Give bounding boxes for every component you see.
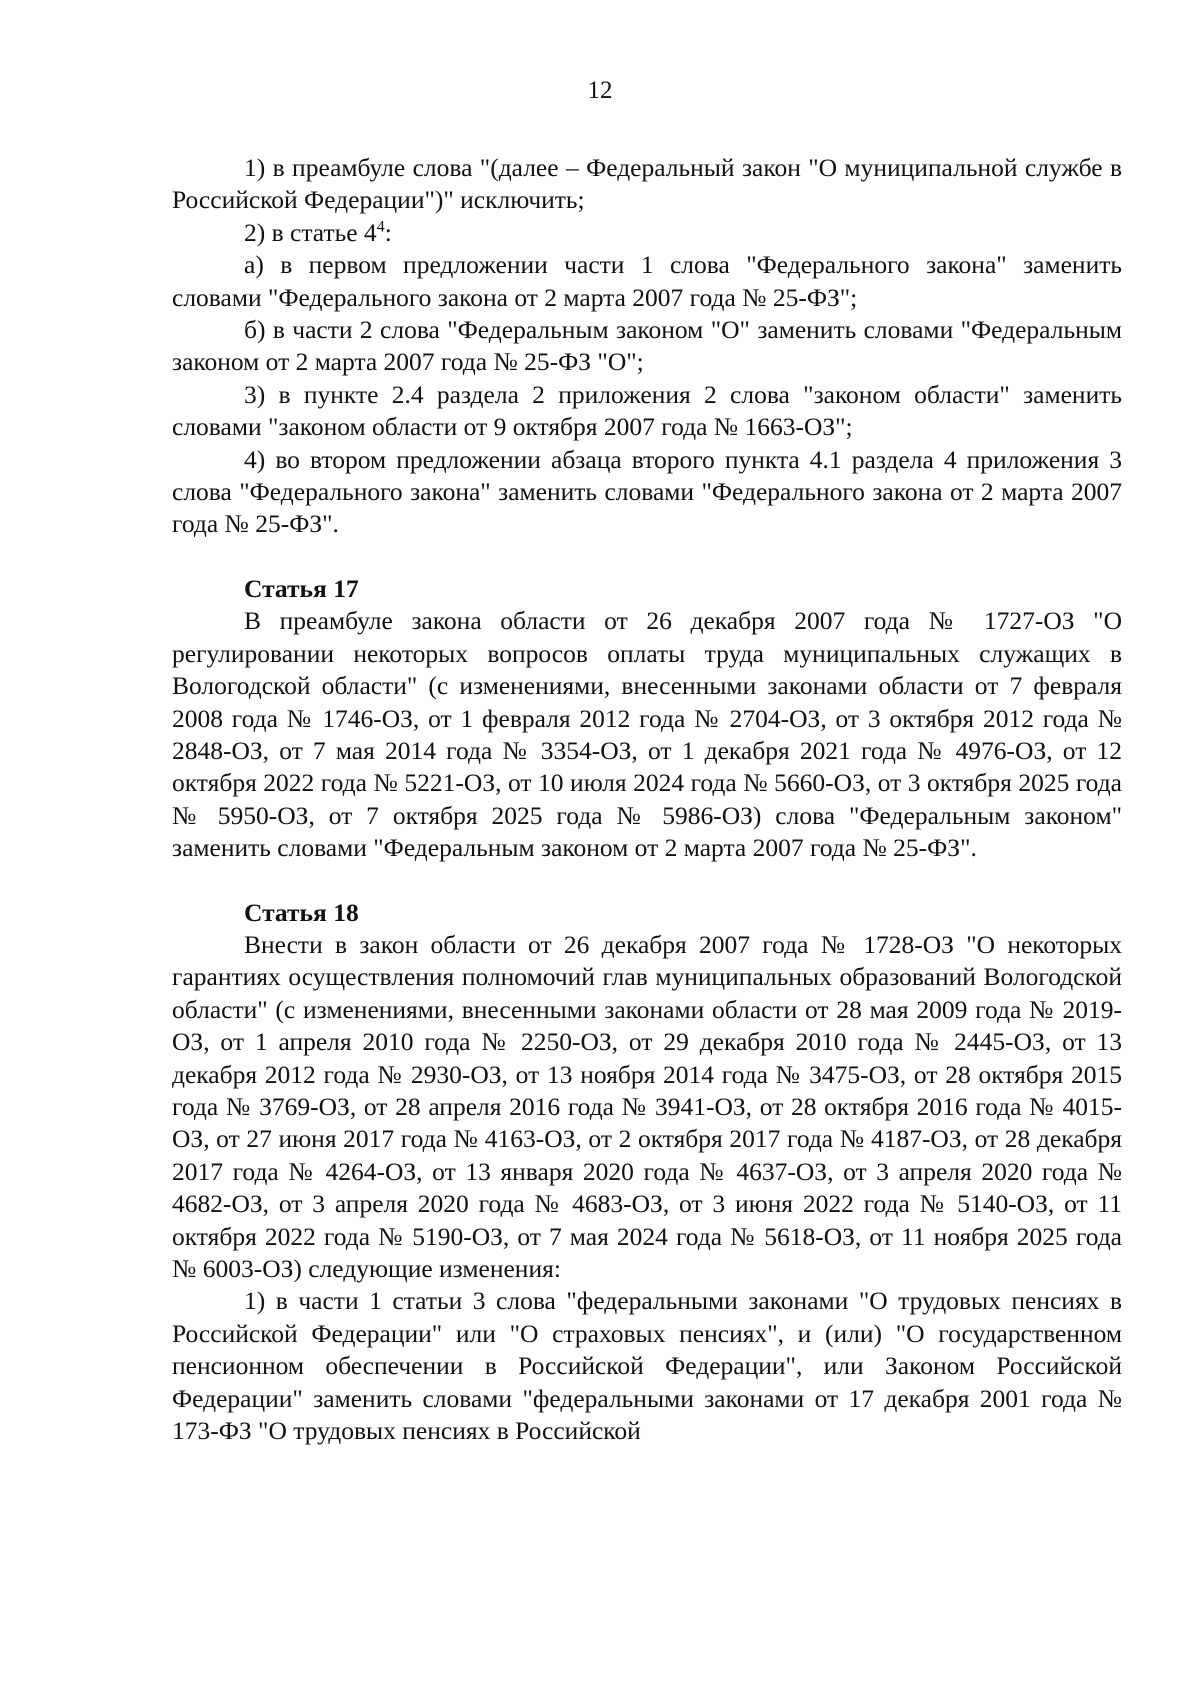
page-number: 12 bbox=[587, 77, 613, 104]
article-17-text: В преамбуле закона области от 26 декабря 2007 года № 1727-ОЗ "О регулировании некоторых вопросов оплаты труда муниципальных служащих в Вологодской области" (с изменениями, внесенными законами области от 7 февраля 2008 года № 1746-ОЗ, от 1 февраля 2012 года № 2704-ОЗ, от 3 октября 2012 года № 2848-ОЗ, от 7 мая 2014 года № 3354-ОЗ, от 1 декабря 2021 года № 4976-ОЗ, от 12 октября 2022 года № 5221-ОЗ, от 10 июля 2024 года № 5660-ОЗ, от 3 октября 2025 года № 5950-ОЗ, от 7 октября 2025 года № 5986-ОЗ) слова "Федеральным законом" заменить словами "Федеральным законом от 2 марта 2007 года № 25-ФЗ". bbox=[172, 606, 1122, 863]
article-17-heading: Статья 17 bbox=[244, 573, 359, 603]
paragraph-subitem-a: а) в первом предложении части 1 слова "Федерального закона" заменить словами "Федерального закона от 2 марта 2007 года № 25-ФЗ"; bbox=[172, 250, 1122, 312]
article-18-heading: Статья 18 bbox=[244, 897, 359, 927]
paragraph-subitem-b: б) в части 2 слова "Федеральным законом "О" заменить словами "Федеральным законом от 2 марта 2007 года № 25-ФЗ "О"; bbox=[172, 315, 1122, 377]
paragraph-item-3: 3) в пункте 2.4 раздела 2 приложения 2 слова "законом области" заменить словами "законом области от 9 октября 2007 года № 1663-ОЗ"; bbox=[172, 379, 1122, 442]
paragraph-article-4-text: 2) в статье 4 bbox=[244, 217, 377, 247]
document-body bbox=[172, 152, 1122, 1447]
superscript-4: 4 bbox=[376, 218, 385, 236]
paragraph-article-4-change bbox=[172, 217, 1122, 249]
article-18-text: Внести в закон области от 26 декабря 2007 года № 1728-ОЗ "О некоторых гарантиях осуществления полномочий глав муниципальных образований Вологодской области" (с изменениями, внесенными законами области от 28 мая 2009 года № 2019-ОЗ, от 1 апреля 2010 года № 2250-ОЗ, от 29 декабря 2010 года № 2445-ОЗ, от 13 декабря 2012 года № 2930-ОЗ, от 13 ноября 2014 года № 3475-ОЗ, от 28 октября 2015 года № 3769-ОЗ, от 28 апреля 2016 года № 3941-ОЗ, от 28 октября 2016 года № 4015-ОЗ, от 27 июня 2017 года № 4163-ОЗ, от 2 октября 2017 года № 4187-ОЗ, от 28 декабря 2017 года № 4264-ОЗ, от 13 января 2020 года № 4637-ОЗ, от 3 апреля 2020 года № 4682-ОЗ, от 3 апреля 2020 года № 4683-ОЗ, от 3 июня 2022 года № 5140-ОЗ, от 11 октября 2022 года № 5190-ОЗ, от 7 мая 2024 года № 5618-ОЗ, от 11 ноября 2025 года № 6003-ОЗ) следующие изменения: bbox=[172, 929, 1122, 1283]
paragraph-item-4: 4) во втором предложении абзаца второго пункта 4.1 раздела 4 приложения 3 слова "Федерального закона" заменить словами "Федерального закона от 2 марта 2007 года № 25-ФЗ". bbox=[172, 444, 1122, 539]
article-18-item-1: 1) в части 1 статьи 3 слова "федеральными законами "О трудовых пенсиях в Российской Федерации" или "О страховых пенсиях", и (или) "О государственном пенсионном обеспечении в Российской Федерации", или Законом Российской Федерации" заменить словами "федеральными законами от 17 декабря 2001 года № 173-ФЗ "О трудовых пенсиях в Российской bbox=[172, 1286, 1122, 1446]
spacer bbox=[172, 541, 1122, 573]
paragraph-preamble-change: 1) в преамбуле слова "(далее – Федеральный закон "О муниципальной службе в Российской Федерации")" исключить; bbox=[172, 153, 1122, 215]
spacer bbox=[172, 865, 1122, 897]
colon: : bbox=[384, 217, 392, 247]
